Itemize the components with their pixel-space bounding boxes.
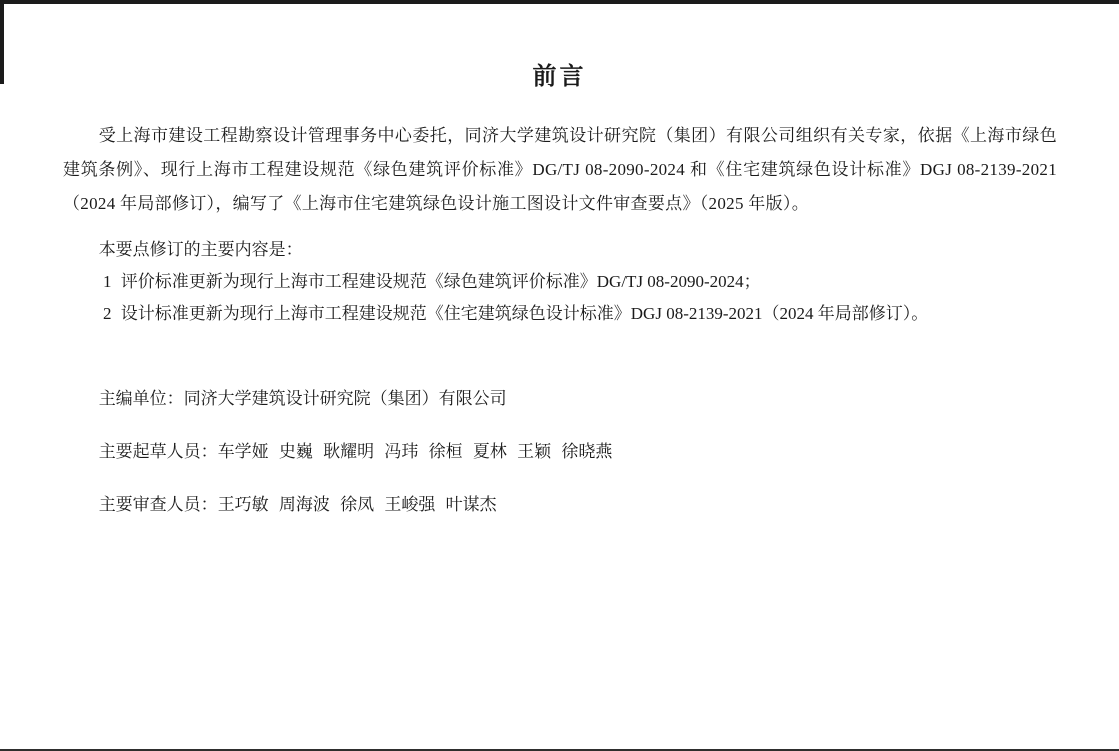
revision-item-1-text: 评价标准更新为现行上海市工程建设规范《绿色建筑评价标准》DG/TJ 08-2090-2024； [120, 272, 761, 291]
revision-intro: 本要点修订的主要内容是： [98, 240, 303, 259]
page-title: 前言 [532, 64, 587, 90]
scan-edge-top [0, 0, 1119, 4]
revision-item-2-text: 设计标准更新为现行上海市工程建设规范《住宅建筑绿色设计标准》DGJ 08-2139-2021（2024 年局部修订）。 [120, 304, 929, 323]
revision-item-1 [63, 266, 1057, 298]
scan-edge-left [0, 0, 4, 84]
chief-editor-line [63, 382, 1057, 416]
document-content [63, 119, 1057, 522]
intro-paragraph: 受上海市建设工程勘察设计管理事务中心委托，同济大学建筑设计研究院（集团）有限公司组织有关专家，依据《上海市绿色建筑条例》、现行上海市工程建设规范《绿色建筑评价标准》DG/TJ 08-2090-2024 和《住宅建筑绿色设计标准》DGJ 08-2139-2021（2024 年局部修订），编写了《上海市住宅建筑绿色设计施工图设计文件审查要点》（2025 年版）。 [63, 126, 1057, 213]
revision-item-1-number: 1 [102, 272, 112, 291]
credits-block [63, 382, 1057, 522]
drafters-line [63, 435, 1057, 469]
revision-item-2 [63, 298, 1057, 330]
chief-editor-value: 同济大学建筑设计研究院（集团）有限公司 [183, 389, 507, 408]
reviewers-value: 王巧敏 周海波 徐凤 王峻强 叶谋杰 [217, 495, 497, 514]
reviewers-line [63, 488, 1057, 522]
revision-item-2-number: 2 [102, 304, 112, 323]
drafters-value: 车学娅 史巍 耿耀明 冯玮 徐桓 夏林 王颖 徐晓燕 [217, 442, 613, 461]
drafters-label: 主要起草人员： [98, 442, 218, 461]
reviewers-label: 主要审查人员： [98, 495, 218, 514]
chief-editor-label: 主编单位： [98, 389, 184, 408]
